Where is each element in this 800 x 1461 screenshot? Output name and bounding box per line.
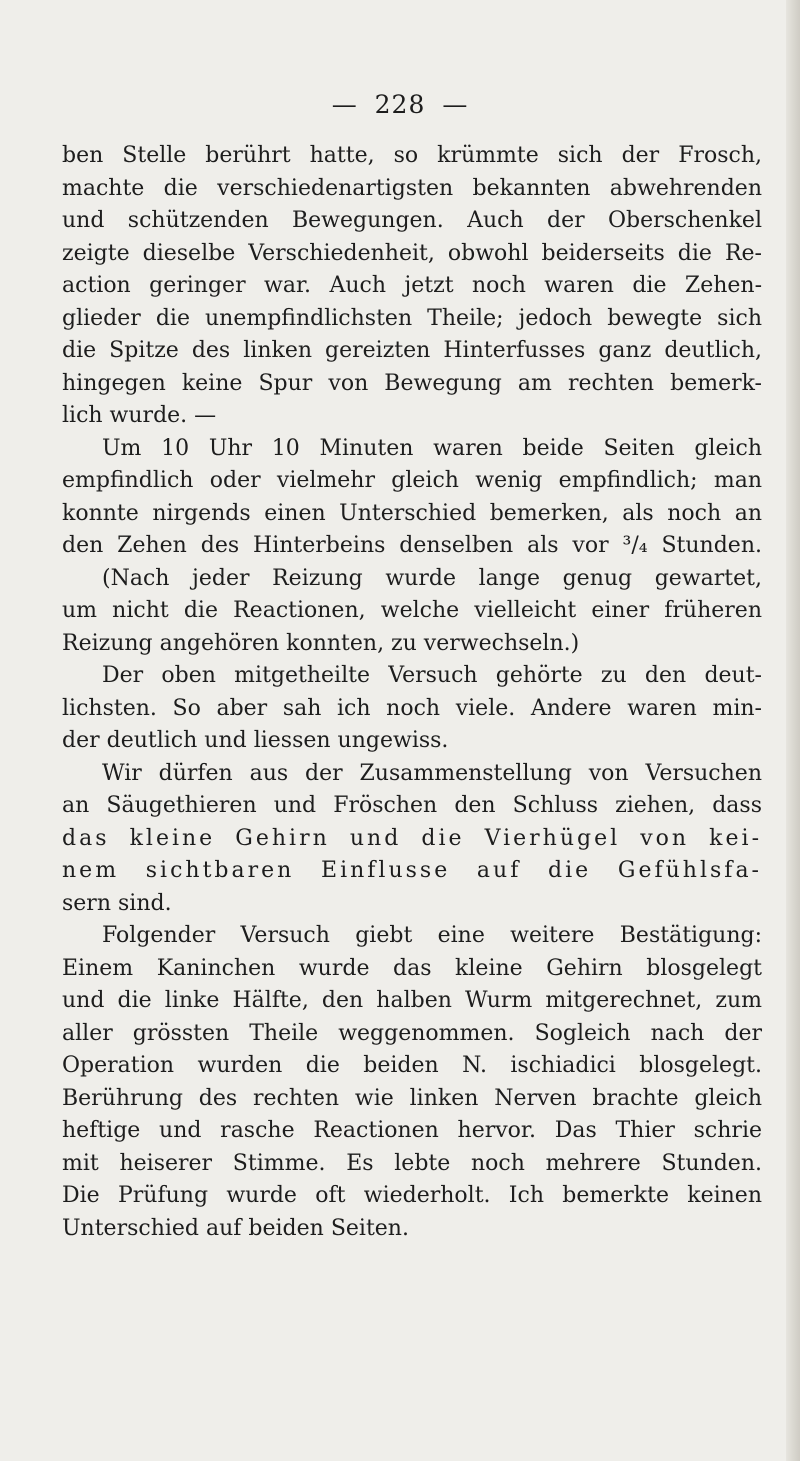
- text-line: glieder die unempfindlichsten Theile; jedoch bewegte sich: [62, 305, 762, 331]
- text-line: lich wurde. —: [62, 403, 217, 428]
- text-line: Operation wurden die beiden N. ischiadici blosgelegt.: [62, 1053, 762, 1078]
- text-line: den Zehen des Hinterbeins denselben als vor ³/₄ Stunden.: [62, 533, 762, 558]
- text-line: das kleine Gehirn und die Vierhügel von kei-: [62, 825, 762, 851]
- text-line: um nicht die Reactionen, welche vielleicht einer früheren: [62, 598, 762, 623]
- page-number-value: 228: [374, 90, 426, 119]
- text-line: Einem Kaninchen wurde das kleine Gehirn blosgelegt: [62, 955, 762, 981]
- text-line: aller grössten Theile weggenommen. Sogleich nach der: [62, 1020, 762, 1046]
- text-line: konnte nirgends einen Unterschied bemerken, als noch an: [62, 500, 762, 526]
- text-line: und die linke Hälfte, den halben Wurm mitgerechnet, zum: [62, 988, 762, 1013]
- body-text: [62, 140, 762, 1245]
- text-line: (Nach jeder Reizung wurde lange genug gewartet,: [102, 565, 762, 591]
- text-line: der deutlich und liessen ungewiss.: [62, 728, 449, 753]
- text-line: heftige und rasche Reactionen hervor. Das Thier schrie: [62, 1118, 762, 1143]
- text-line: hingegen keine Spur von Bewegung am rechten bemerk-: [62, 370, 762, 396]
- text-line: sern sind.: [62, 890, 172, 916]
- page-number: — 228 —: [331, 90, 469, 119]
- text-line: Um 10 Uhr 10 Minuten waren beide Seiten gleich: [102, 435, 762, 461]
- text-line: action geringer war. Auch jetzt noch waren die Zehen-: [62, 273, 762, 298]
- text-line: Reizung angehören konnten, zu verwechseln.): [62, 630, 580, 656]
- text-line: und schützenden Bewegungen. Auch der Oberschenkel: [62, 208, 762, 233]
- text-line: machte die verschiedenartigsten bekannten abwehrenden: [62, 175, 762, 201]
- text-line: Wir dürfen aus der Zusammenstellung von Versuchen: [102, 760, 762, 786]
- text-line: Berührung des rechten wie linken Nerven brachte gleich: [62, 1085, 762, 1111]
- text-line: mit heiserer Stimme. Es lebte noch mehrere Stunden.: [62, 1150, 762, 1176]
- text-line: Unterschied auf beiden Seiten.: [62, 1215, 409, 1241]
- page-edge-shadow: [786, 0, 800, 1461]
- text-line: die Spitze des linken gereizten Hinterfusses ganz deutlich,: [62, 338, 762, 363]
- text-line: empfindlich oder vielmehr gleich wenig empfindlich; man: [62, 468, 762, 493]
- text-line: Folgender Versuch giebt eine weitere Bestätigung:: [102, 923, 762, 948]
- text-line: lichsten. So aber sah ich noch viele. Andere waren min-: [62, 695, 762, 721]
- text-line: ben Stelle berührt hatte, so krümmte sich der Frosch,: [62, 143, 762, 168]
- text-line: Die Prüfung wurde oft wiederholt. Ich bemerkte keinen: [62, 1183, 762, 1208]
- text-line: an Säugethieren und Fröschen den Schluss ziehen, dass: [62, 793, 762, 818]
- text-line: Der oben mitgetheilte Versuch gehörte zu den deut-: [102, 663, 762, 688]
- text-line: nem sichtbaren Einflusse auf die Gefühlsfa-: [62, 858, 762, 883]
- text-line: zeigte dieselbe Verschiedenheit, obwohl beiderseits die Re-: [62, 240, 762, 266]
